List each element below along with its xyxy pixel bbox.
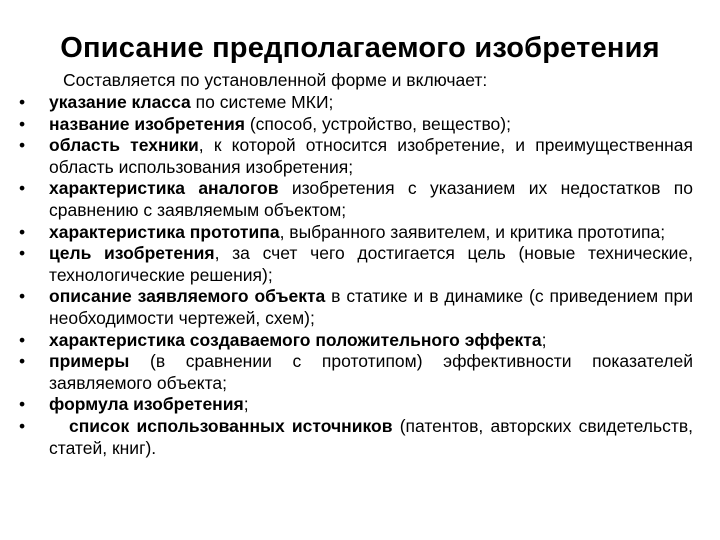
item-text: по системе МКИ;	[190, 92, 334, 112]
item-term: формула изобретения	[49, 394, 244, 415]
list-item	[19, 329, 693, 352]
item-term: список использованных источников	[69, 415, 393, 436]
item-term: характеристика создаваемого положительного эффекта	[49, 329, 542, 350]
item-term: характеристика прототипа	[49, 221, 280, 242]
item-text: в статике и в динамике (с приведением при необходимости чертежей, схем);	[49, 286, 693, 328]
item-term: описание заявляемого объекта	[49, 286, 326, 307]
item-text: , за счет чего достигается цель (новые технические, технологические решения);	[49, 243, 693, 285]
bullet-icon: •	[19, 135, 26, 156]
item-text: (способ, устройство, вещество);	[244, 113, 511, 134]
bullet-icon: •	[19, 286, 26, 307]
bullet-icon: •	[19, 329, 26, 350]
bullet-icon: •	[19, 394, 26, 415]
list-item	[19, 113, 693, 136]
item-term: указание класса	[49, 92, 191, 112]
bullet-icon: •	[19, 243, 26, 264]
item-term: цель изобретения	[49, 243, 215, 264]
list-item	[19, 243, 693, 286]
bullet-icon: •	[19, 221, 26, 242]
bullet-icon: •	[19, 92, 26, 112]
item-term: характеристика аналогов	[49, 178, 279, 199]
item-term: область техники	[49, 135, 199, 156]
list-item	[19, 178, 693, 221]
list-item	[19, 394, 693, 416]
item-text: , выбранного заявителем, и критика прототипа;	[279, 221, 666, 242]
item-term: название изобретения	[49, 113, 245, 134]
bullet-icon: •	[19, 351, 26, 372]
item-text: , к которой относится изобретение, и преимущественная область использования изобретения;	[49, 135, 693, 177]
item-text: (патентов, авторских свидетельств, статей, книг).	[49, 415, 693, 458]
item-term: примеры	[49, 351, 130, 372]
bullet-icon: •	[19, 113, 26, 134]
list-item	[19, 286, 693, 329]
bullet-icon: •	[19, 415, 26, 436]
list-item	[19, 221, 693, 244]
list-item	[19, 92, 693, 114]
item-text: (в сравнении с прототипом) эффективности показателей заявляемого объекта;	[49, 351, 693, 393]
requirements-list	[0, 92, 720, 459]
item-text: ;	[541, 329, 547, 350]
list-item	[19, 351, 693, 394]
list-item	[19, 415, 693, 459]
bullet-icon: •	[19, 178, 26, 199]
slide-title: Описание предполагаемого изобретения	[60, 32, 660, 65]
list-item	[19, 135, 693, 178]
item-text: изобретения с указанием их недостатков по сравнению с заявляемым объектом;	[49, 178, 693, 220]
item-text: ;	[243, 394, 249, 415]
intro-text: Составляется по установленной форме и включает:	[63, 70, 488, 90]
